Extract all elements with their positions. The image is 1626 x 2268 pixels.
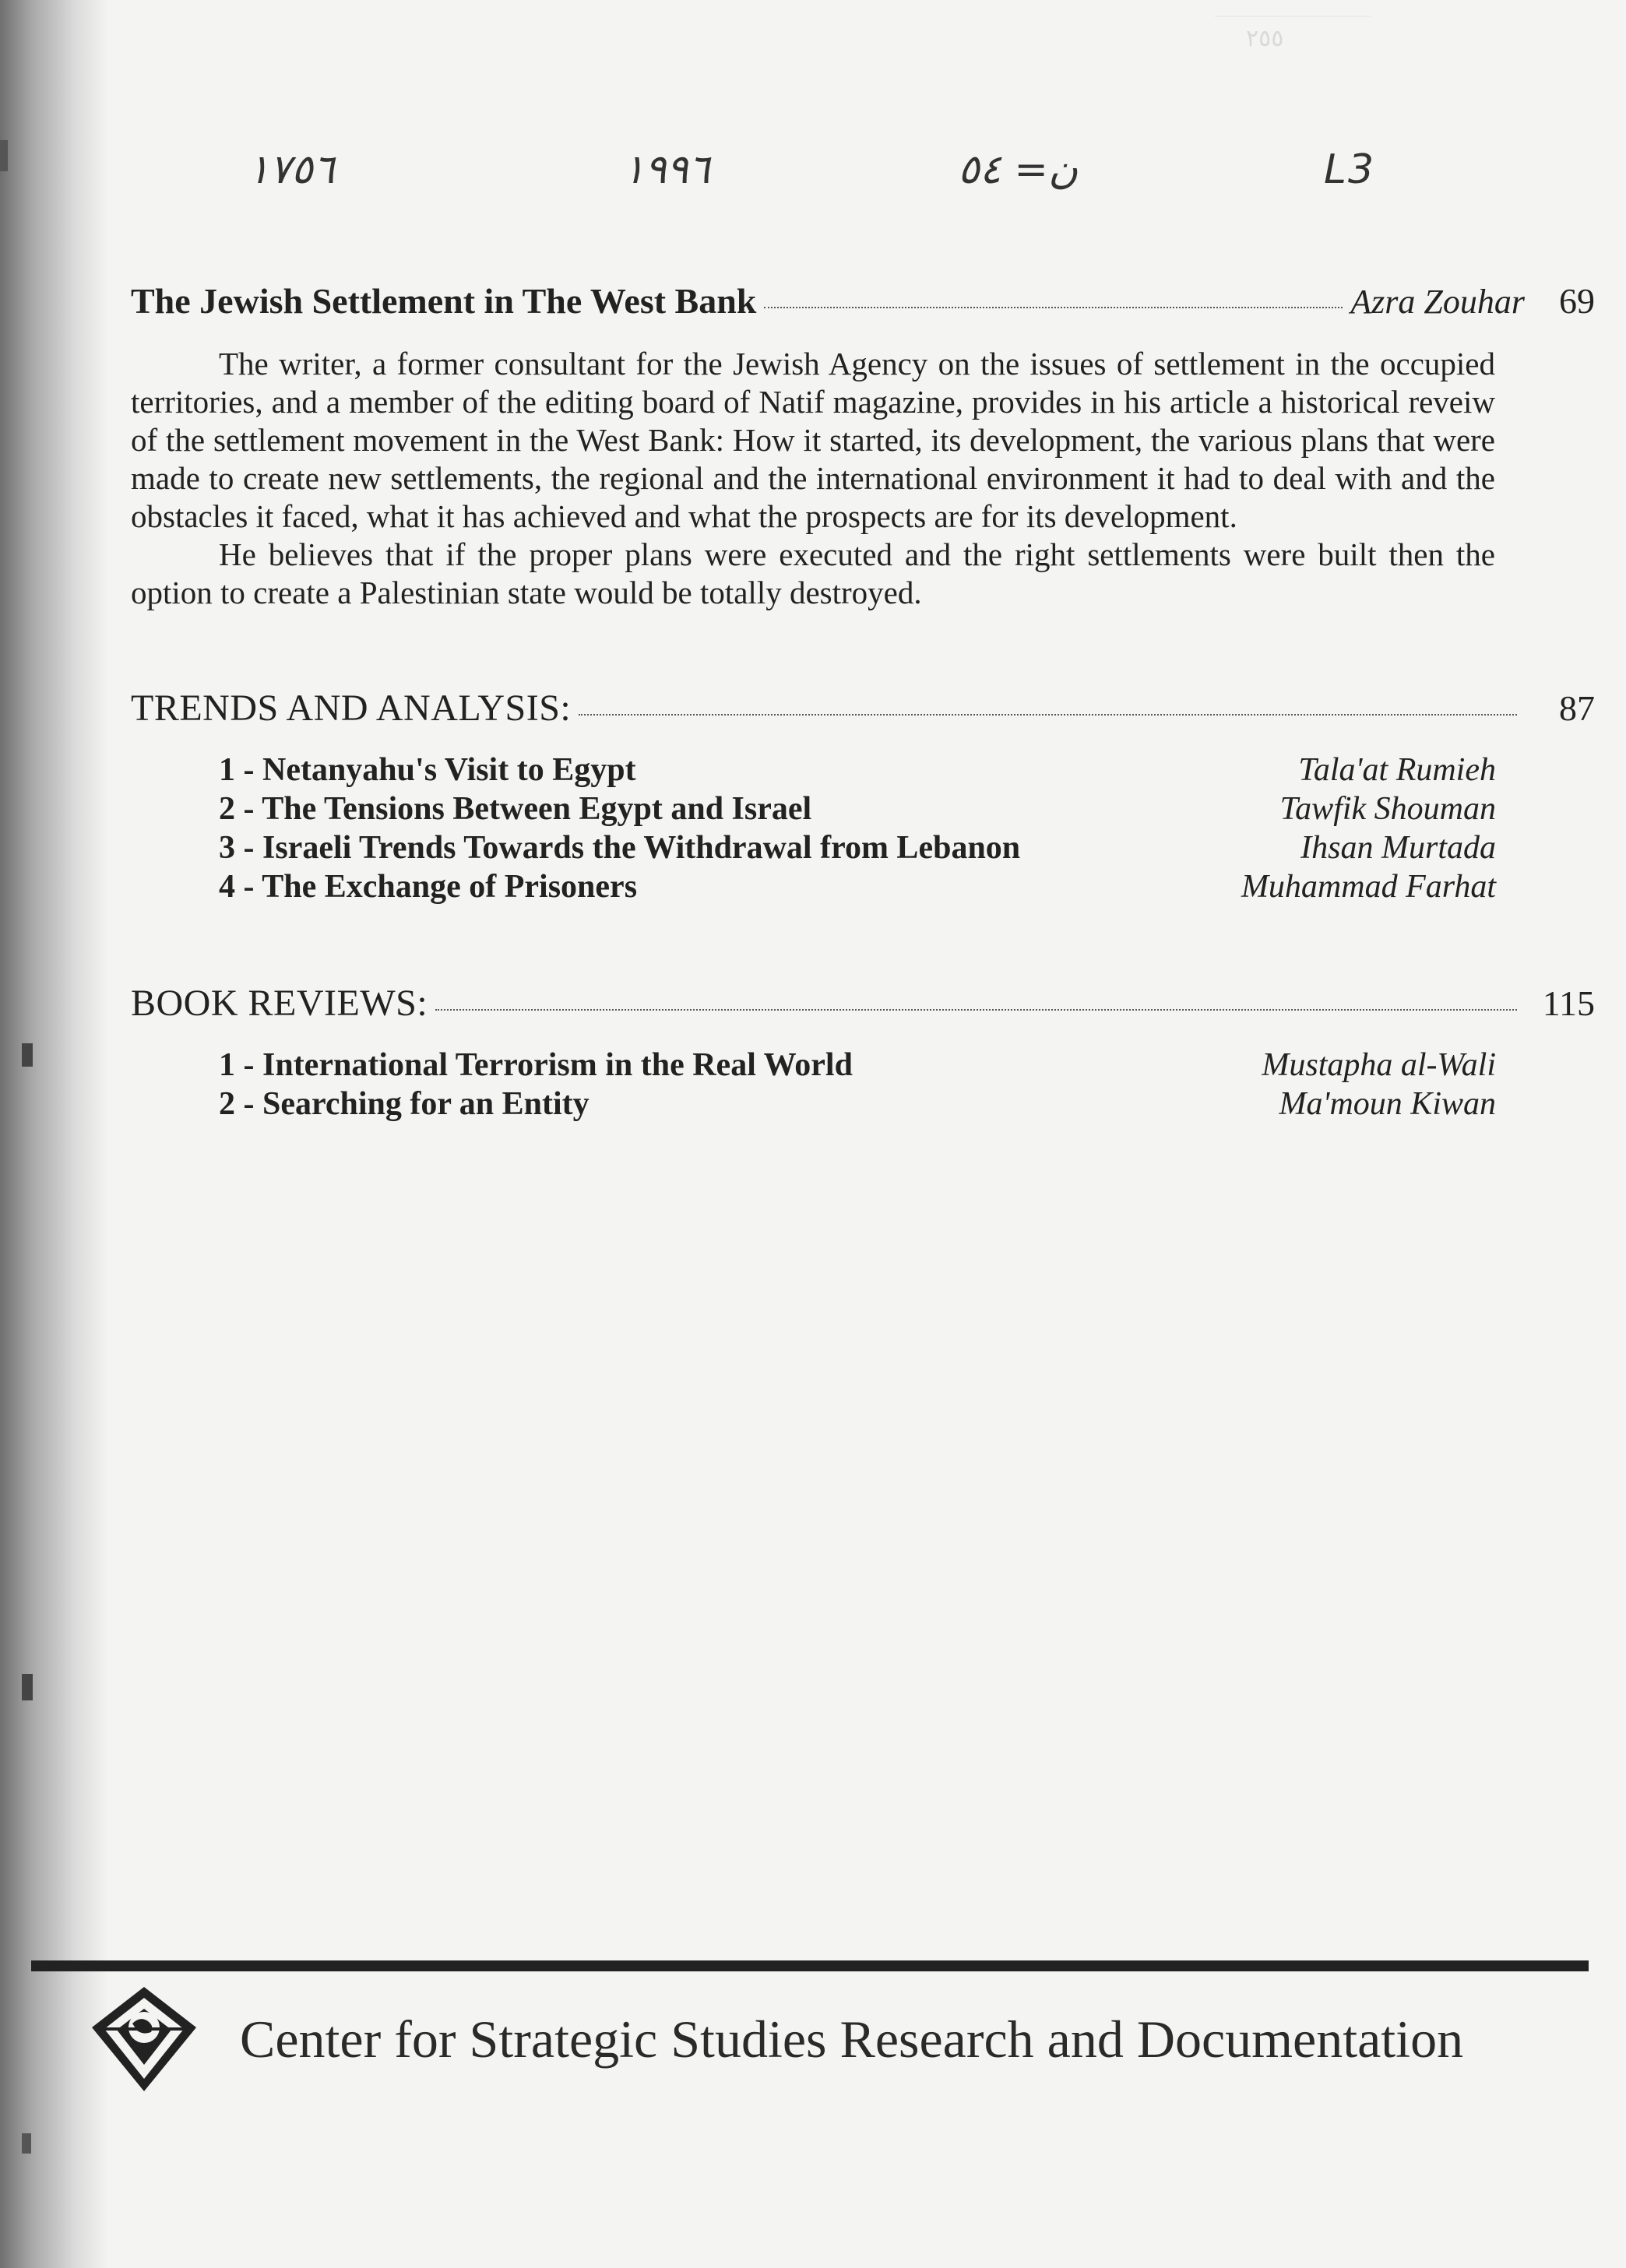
item-title: 1 - International Terrorism in the Real World <box>219 1047 853 1083</box>
item-author: Muhammad Farhat <box>1241 869 1496 905</box>
trends-page-number: 87 <box>1559 688 1595 728</box>
trends-heading: TRENDS AND ANALYSIS: <box>131 687 572 729</box>
abstract-paragraph: He believes that if the proper plans were executed and the right settlements were built then the option to create a Palestinian state would be totally destroyed. <box>131 536 1495 610</box>
handwritten-note-3: ن= ٥٤ <box>958 146 1079 193</box>
list-item <box>219 868 1496 907</box>
item-title: 2 - The Tensions Between Egypt and Israel <box>219 791 812 827</box>
list-item <box>219 829 1496 868</box>
article-author: Azra Zouhar <box>1350 283 1525 321</box>
trends-list <box>219 751 1496 907</box>
book-reviews-section-heading <box>131 982 1595 1025</box>
handwritten-notes <box>0 146 1626 216</box>
item-author: Mustapha al-Wali <box>1262 1047 1496 1083</box>
item-author: Tala'at Rumieh <box>1298 752 1496 788</box>
list-item <box>219 790 1496 829</box>
book-reviews-heading: BOOK REVIEWS: <box>131 983 428 1024</box>
item-author: Ihsan Murtada <box>1300 830 1496 866</box>
article-entry <box>131 280 1595 322</box>
stamp-text: ٢٥٥ <box>1246 25 1284 52</box>
item-title: 3 - Israeli Trends Towards the Withdrawal from Lebanon <box>219 830 1021 866</box>
dotted-leader <box>435 1009 1517 1011</box>
faded-stamp <box>1215 16 1371 79</box>
organization-name: Center for Strategic Studies Research and Documentation <box>240 2009 1464 2069</box>
item-title: 4 - The Exchange of Prisoners <box>219 869 638 905</box>
article-page-number: 69 <box>1559 281 1595 321</box>
article-abstract <box>131 345 1495 612</box>
dotted-leader <box>764 307 1343 308</box>
handwritten-note-2: ١٩٩٦ <box>623 146 710 193</box>
list-item <box>219 751 1496 790</box>
trends-section-heading <box>131 687 1595 730</box>
binding-marks <box>0 0 47 2268</box>
handwritten-note-1: ١٧٥٦ <box>248 146 335 193</box>
item-author: Tawfik Shouman <box>1279 791 1496 827</box>
book-reviews-page-number: 115 <box>1542 983 1595 1023</box>
globe-logo-icon <box>86 1981 202 2097</box>
abstract-paragraph: The writer, a former consultant for the Jewish Agency on the issues of settlement in the occupied territories, and a member of the editing board of Natif magazine, provides in his article a historical reveiw of the settlement movement in the West Bank: How it started, its development, the various plans that were made to create new settlements, the regional and the international environment it had to deal with and the obstacles it faced, what it has achieved and what the prospects are for its development. <box>131 346 1495 534</box>
book-reviews-list <box>219 1046 1496 1124</box>
article-title: The Jewish Settlement in The West Bank <box>131 281 757 321</box>
item-title: 2 - Searching for an Entity <box>219 1086 590 1122</box>
table-of-contents <box>131 280 1595 1124</box>
list-item <box>219 1046 1496 1085</box>
footer-rule <box>31 1960 1589 1971</box>
footer <box>86 1981 1604 2097</box>
item-title: 1 - Netanyahu's Visit to Egypt <box>219 752 636 788</box>
dotted-leader <box>579 714 1517 716</box>
list-item <box>219 1085 1496 1124</box>
item-author: Ma'moun Kiwan <box>1279 1086 1496 1122</box>
handwritten-note-4: L3 <box>1324 146 1376 193</box>
